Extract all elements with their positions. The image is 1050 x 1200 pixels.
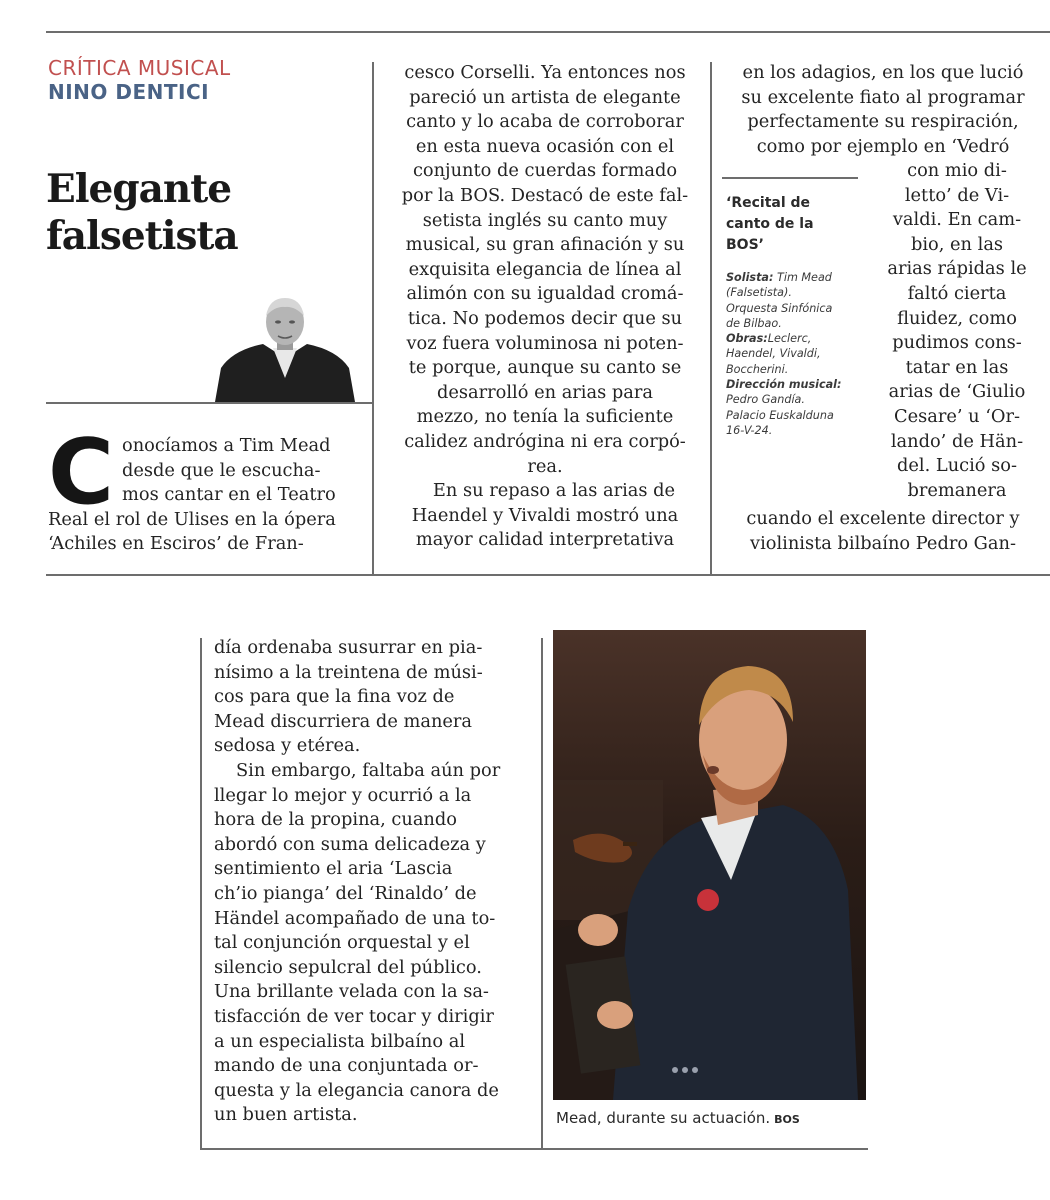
text-line: fluidez, como [897,307,1017,329]
text-line: mezzo, no tenía la suficiente [416,406,674,428]
headline-line-1: Elegante [46,166,232,212]
info-title-line: BOS’ [726,237,764,253]
headline [46,166,238,260]
text-line: te porque, aunque su canto se [408,357,682,379]
upper-bottom-rule [46,574,1050,576]
text-line: silencio sepulcral del público. [214,956,482,978]
text-line: tisfacción de ver tocar y dirigir [214,1005,494,1027]
text-line: a un especialista bilbaíno al [214,1030,466,1052]
text-line: ch’io pianga’ del ‘Rinaldo’ de [214,882,477,904]
text-line: hora de la propina, cuando [214,809,457,831]
text-line: En su repaso a las arias de [432,480,676,502]
info-line: Boccherini. [726,362,789,376]
direccion-label: Dirección musical: [726,378,842,392]
text-line: violinista bilbaíno Pedro Gan- [750,532,1016,554]
text-line: llegar lo mejor y ocurrió a la [214,784,472,806]
section-label: CRÍTICA MUSICAL [48,56,231,80]
concert-info-box [726,193,858,438]
obras-label: Obras: [726,332,768,346]
photo-divider-rule [46,402,372,404]
text-line: nísimo a la treintena de músi- [214,661,483,683]
text-line: Mead discurriera de manera [214,710,473,732]
text-line: en esta nueva ocasión con el [415,135,675,157]
text-line: mando de una conjuntada or- [214,1055,479,1077]
text-line: arias rápidas le [887,258,1027,280]
text-line: letto’ de Vi- [904,184,1010,206]
text-line: ‘Achiles en Esciros’ de Fran- [48,533,304,555]
info-line [726,270,858,285]
photo-caption [556,1109,800,1127]
text-line: alimón con su igualdad cromá- [406,283,684,305]
info-line: Pedro Gandía. [726,393,805,407]
headline-line-2: falsetista [46,213,238,259]
text-line: tica. No podemos decir que su [407,307,683,329]
text-line: tatar en las [905,356,1009,378]
column-2-text [387,61,703,553]
info-line [726,377,858,392]
info-line: Palacio Euskalduna [726,408,834,422]
info-line: Haendel, Vivaldi, [726,347,821,361]
info-line: de Bilbao. [726,316,782,330]
text-line: mos cantar en el Teatro [122,484,336,506]
text-line: desarrolló en arias para [437,381,653,403]
drop-cap: C [48,420,115,525]
text-line: Händel acompañado de una to- [214,907,496,929]
info-value: Leclerc, [767,332,812,346]
lower-column-rule [541,638,543,1150]
top-rule [46,31,1050,33]
text-line: por la BOS. Destacó de este fal- [401,184,689,206]
sidebar-rule [722,177,858,179]
text-line: arias de ‘Giulio [888,381,1026,403]
text-line: Cesare’ u ‘Or- [893,405,1021,427]
text-line: pudimos cons- [892,332,1022,354]
caption-credit: BOS [774,1113,800,1126]
info-value: Tim Mead [773,271,832,284]
solista-label: Solista: [726,271,774,284]
column-3-text-top [722,61,1044,159]
info-box-title [726,193,858,256]
text-line: desde que le escucha- [122,459,321,481]
text-line: bio, en las [910,233,1004,255]
text-line: calidez andrógina ni era corpó- [404,430,686,452]
text-line: abordó con suma delicadeza y [214,833,486,855]
concert-photo [553,630,866,1100]
text-line: del. Lució so- [897,455,1017,477]
info-line [726,331,858,346]
column-1-text [48,420,366,557]
text-line: cuando el excelente director y [746,508,1020,529]
text-line: Una brillante velada con la sa- [214,981,489,1003]
text-line: tal conjunción orquestal y el [214,932,470,954]
caption-text: Mead, durante su actuación. [556,1109,771,1127]
text-line: valdi. En cam- [892,209,1022,231]
info-title-line: canto de la [726,216,814,232]
author-photo [215,298,355,402]
author-name: NINO DENTICI [48,80,210,104]
text-line: Haendel y Vivaldi mostró una [411,504,679,526]
text-line: voz fuera voluminosa ni poten- [406,332,684,354]
column-rule-2 [710,62,712,574]
text-line: exquisita elegancia de línea al [408,258,682,280]
text-line: con mio di- [907,160,1007,181]
column-rule-1 [372,62,374,574]
text-line: faltó cierta [907,282,1007,304]
info-line: (Falsetista). [726,286,792,300]
text-line: cesco Corselli. Ya entonces nos [404,62,686,83]
text-line: rea. [527,455,563,477]
text-line: Real el rol de Ulises en la ópera [48,508,336,530]
text-line: Sin embargo, faltaba aún por [236,759,501,781]
info-title-line: ‘Recital de [726,195,811,211]
column-3-text-bottom [722,507,1044,556]
text-line: questa y la elegancia canora de [214,1079,499,1101]
text-line: lando’ de Hän- [890,430,1024,452]
text-line: conjunto de cuerdas formado [412,160,678,182]
text-line: un buen artista. [214,1104,358,1126]
text-line: sentimiento el aria ‘Lascia [214,858,453,880]
column-4-text [214,636,536,1128]
text-line: pareció un artista de elegante [409,86,681,108]
text-line: cos para que la fina voz de [214,686,455,708]
text-line: como por ejemplo en ‘Vedró [756,135,1010,157]
column-3-text-narrow [870,159,1044,503]
text-line: onocíamos a Tim Mead [122,435,331,456]
info-line: 16-V-24. [726,423,773,437]
text-line: perfectamente su respiración, [747,111,1019,133]
text-line: canto y lo acaba de corroborar [406,111,684,133]
text-line: día ordenaba susurrar en pia- [214,637,483,658]
text-line: sedosa y etérea. [214,735,361,757]
lower-bottom-rule [200,1148,868,1150]
text-line: su excelente fiato al programar [741,86,1025,108]
text-line: bremanera [907,479,1007,501]
text-line: mayor calidad interpretativa [415,529,675,551]
lower-left-rule [200,638,202,1150]
text-line: en los adagios, en los que lució [742,62,1024,83]
info-line: Orquesta Sinfónica [726,301,833,315]
text-line: musical, su gran afinación y su [405,234,685,256]
text-line: setista inglés su canto muy [422,209,668,231]
info-box-body [726,270,858,438]
